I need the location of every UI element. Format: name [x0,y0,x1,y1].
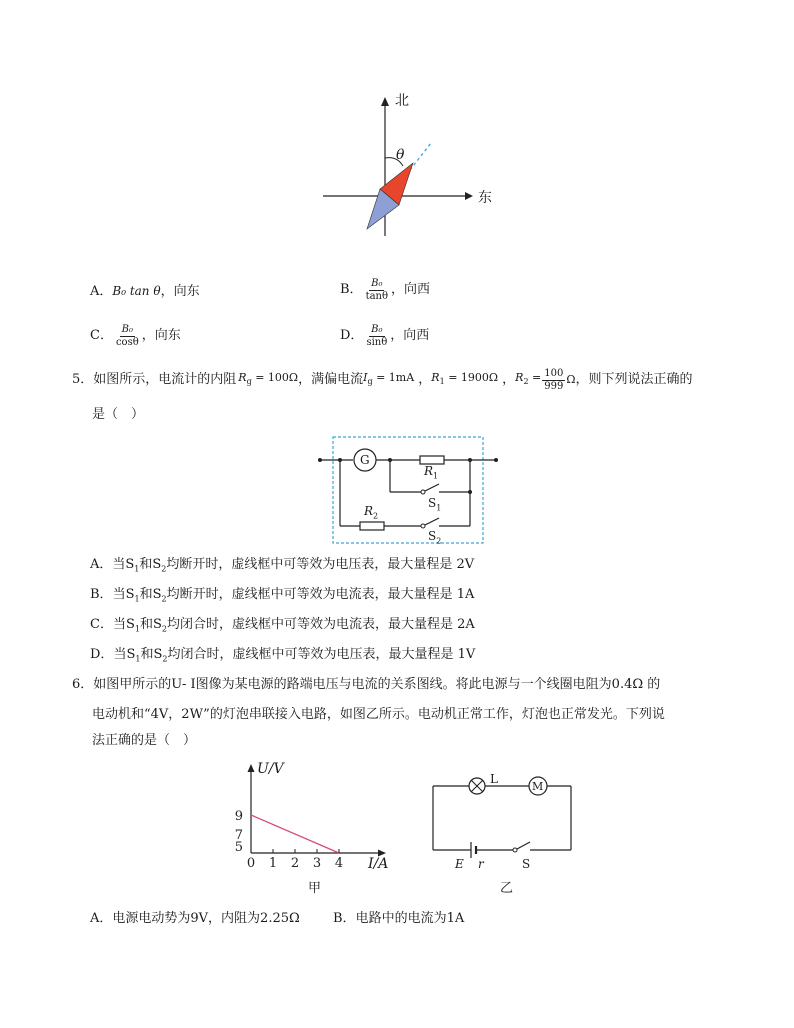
q6-e-label: E [455,857,464,871]
q6-option-b[interactable]: B．电路中的电流为1A [333,911,465,926]
q5-dashed-frame [333,437,483,543]
q5-s2-label: $S_2$ [428,529,442,546]
q4-option-c-fraction: $\frac{\text{B₀}}{\cos\theta}$ [115,323,139,348]
q4-option-b[interactable]: B． $\frac{\text{B₀}}{\tan\theta}$ ，向西 [340,277,431,302]
compass-theta-label: θ [396,147,405,163]
q5-r2-label: $R_2$ [364,504,379,521]
graph-x-label: I/A [368,856,389,872]
y-tick-label-5: 5 [234,840,243,855]
q5-r1-label: $R_1$ [424,464,439,481]
switch-s [517,842,530,849]
q5-circuit [315,434,505,546]
compass-figure [315,88,505,238]
q5-r2-fraction: $\frac{100}{999}$ [544,367,564,392]
x-tick-label-1: 1 [268,856,278,871]
q5-stem-line1: 5． 如图所示，电流计的内阻 $R_g = 100\Omega$ ，满偏电流 $I_g = 1mA$ ， $R_1 = 1900\Omega$ ， $R_2$ = $\frac{100}{999}$ Ω ，则下列说法正确的 [72,367,693,392]
q6-circuit [425,770,580,860]
q4-option-a[interactable]: A．B₀ tan θ，向东 [90,284,200,299]
graph-y-arrow [248,764,255,772]
ui-series-line [251,815,339,853]
q6-r-label: r [478,857,484,871]
x-tick-label-2: 2 [290,856,300,871]
q5-option-a[interactable]: A．当$S_1$和$S_2$均断开时，虚线框中可等效为电压表，最大量程是 2V [90,557,475,574]
q6-stem-line1: 6．如图甲所示的U- I图像为某电源的路端电压与电流的关系图线。将此电源与一个线圈电阻为0.4Ω 的 [72,677,661,692]
x-tick-label-4: 4 [334,856,344,871]
q5-option-b[interactable]: B．当$S_1$和$S_2$均断开时，虚线框中可等效为电流表，最大量程是 1A [90,587,475,604]
q5-stem-line2: 是（ ） [92,407,145,422]
q6-stem-line3: 法正确的是（ ） [92,733,197,748]
q6-stem-line2: 电动机和“4V，2W”的灯泡串联接入电路，如图乙所示。电动机正常工作，灯泡也正常发光。下列说 [92,707,665,722]
graph-caption: 甲 [308,881,322,896]
graph-y-label: U/V [257,761,284,777]
q6-motor-label: M [532,780,544,793]
q6-s-label: S [522,857,531,871]
y-tick-label-9: 9 [234,809,243,824]
q4-option-c[interactable]: C． $\frac{\text{B₀}}{\cos\theta}$ ，向东 [90,323,181,348]
q5-option-d[interactable]: D．当$S_1$和$S_2$均闭合时，虚线框中可等效为电压表，最大量程是 1V [90,647,476,664]
q5-s1-label: $S_1$ [428,496,442,513]
q4-option-b-fraction: $\frac{\text{B₀}}{\tan\theta}$ [365,277,389,302]
q5-g-label: G [360,453,370,467]
x-tick-label-0: 0 [246,856,256,871]
q6-option-a[interactable]: A．电源电动势为9V，内阻为2.25Ω [90,911,300,926]
compass-east-label: 东 [478,190,492,206]
compass-north-label: 北 [395,93,409,109]
q4-option-d[interactable]: D． $\frac{\text{B₀}}{\sin\theta}$ ，向西 [340,323,430,348]
q5-option-c[interactable]: C．当$S_1$和$S_2$均闭合时，虚线框中可等效为电流表，最大量程是 2A [90,617,475,634]
x-tick-label-3: 3 [312,856,322,871]
q6-lamp-label: L [490,772,498,786]
s2-switch [425,518,439,525]
y-tick-label-7: 7 [234,828,243,843]
q4-option-d-fraction: $\frac{\text{B₀}}{\sin\theta}$ [366,323,388,348]
q6-circuit-caption: 乙 [500,881,514,896]
q4-option-a-expr: B₀ tan θ [112,284,161,298]
